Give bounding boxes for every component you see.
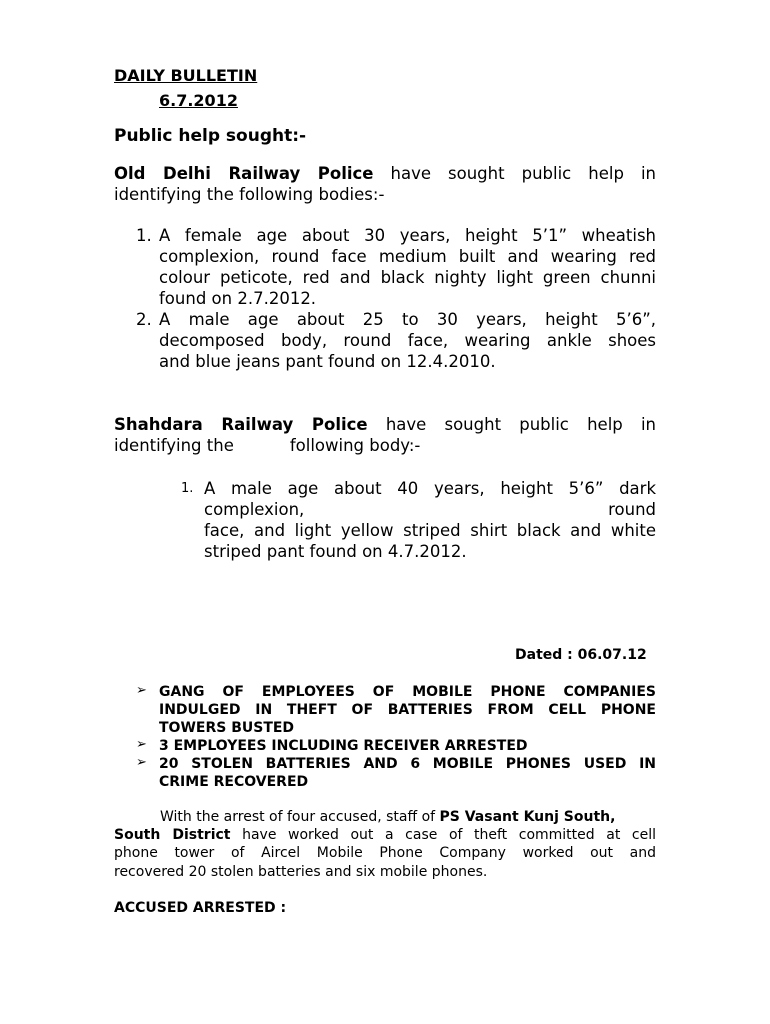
odrp-item-line: A male age about 25 to 30 years, height 5’6”, xyxy=(159,310,656,329)
shrp-intro xyxy=(114,414,656,456)
body-text: recovered 20 stolen batteries and six mobile phones. xyxy=(114,863,488,880)
body-text: phone tower of Aircel Mobile Phone Company worked out and xyxy=(114,845,656,862)
shrp-item-line: round xyxy=(608,500,656,519)
odrp-item-line: A female age about 30 years, height 5’1” wheatish xyxy=(159,226,656,245)
odrp-item-line: found on 2.7.2012. xyxy=(159,289,317,308)
odrp-item xyxy=(159,225,656,309)
shrp-item-line: complexion, xyxy=(204,500,305,519)
police-station: PS Vasant Kunj South, xyxy=(439,809,616,825)
odrp-intro-line2: identifying the following bodies:- xyxy=(114,185,385,204)
odrp-item-line: decomposed body, round face, wearing ankle shoes xyxy=(159,331,656,350)
headline-bullet xyxy=(159,683,656,737)
odrp-item-line: complexion, round face medium built and wearing red xyxy=(159,247,656,266)
shrp-intro-rest: have sought public help in xyxy=(385,415,656,434)
headline-line: GANG OF EMPLOYEES OF MOBILE PHONE COMPANIES xyxy=(159,684,656,700)
shrp-item-line: face, and light yellow striped shirt black and white xyxy=(204,521,656,540)
headline-line: INDULGED IN THEFT OF BATTERIES FROM CELL PHONE xyxy=(159,702,656,718)
odrp-agency: Old Delhi Railway Police xyxy=(114,164,374,183)
shrp-item-number: 1. xyxy=(181,481,194,496)
shrp-intro-line2b: following body:- xyxy=(289,436,421,455)
body-text: With the arrest of four accused, staff of xyxy=(160,809,436,825)
bulletin-title: DAILY BULLETIN xyxy=(114,66,258,85)
odrp-item-line: and blue jeans pant found on 12.4.2010. xyxy=(159,352,496,371)
shrp-item xyxy=(204,478,656,562)
shrp-intro-line2a: identifying the xyxy=(114,436,234,455)
odrp-item-line: colour peticote, red and black nighty light green chunni xyxy=(159,268,656,287)
odrp-item xyxy=(159,309,656,372)
odrp-item-number: 1. xyxy=(136,226,152,245)
shrp-agency: Shahdara Railway Police xyxy=(114,415,368,434)
dated-label: Dated : 06.07.12 xyxy=(515,647,647,663)
headline-bullet xyxy=(159,755,656,791)
arrow-bullet-icon: ➢ xyxy=(136,755,147,770)
odrp-intro-rest: have sought public help in xyxy=(390,164,656,183)
bulletin-date: 6.7.2012 xyxy=(159,91,238,110)
accused-heading: ACCUSED ARRESTED : xyxy=(114,900,287,916)
arrow-bullet-icon: ➢ xyxy=(136,737,147,752)
shrp-item-line: striped pant found on 4.7.2012. xyxy=(204,542,467,561)
odrp-intro xyxy=(114,163,656,205)
body-text: have worked out a case of theft committed at cell xyxy=(242,827,656,844)
headline-line: CRIME RECOVERED xyxy=(159,774,309,790)
headline-line: 20 STOLEN BATTERIES AND 6 MOBILE PHONES USED IN xyxy=(159,756,656,772)
district-name: South District xyxy=(114,827,231,844)
headline-line: TOWERS BUSTED xyxy=(159,720,295,736)
section-title: Public help sought:- xyxy=(114,126,307,146)
odrp-item-number: 2. xyxy=(136,310,152,329)
headline-line: 3 EMPLOYEES INCLUDING RECEIVER ARRESTED xyxy=(159,738,528,754)
headline-bullet xyxy=(159,737,528,755)
arrow-bullet-icon: ➢ xyxy=(136,683,147,698)
shrp-item-line: A male age about 40 years, height 5’6” dark xyxy=(204,479,656,498)
case-paragraph xyxy=(114,808,656,881)
